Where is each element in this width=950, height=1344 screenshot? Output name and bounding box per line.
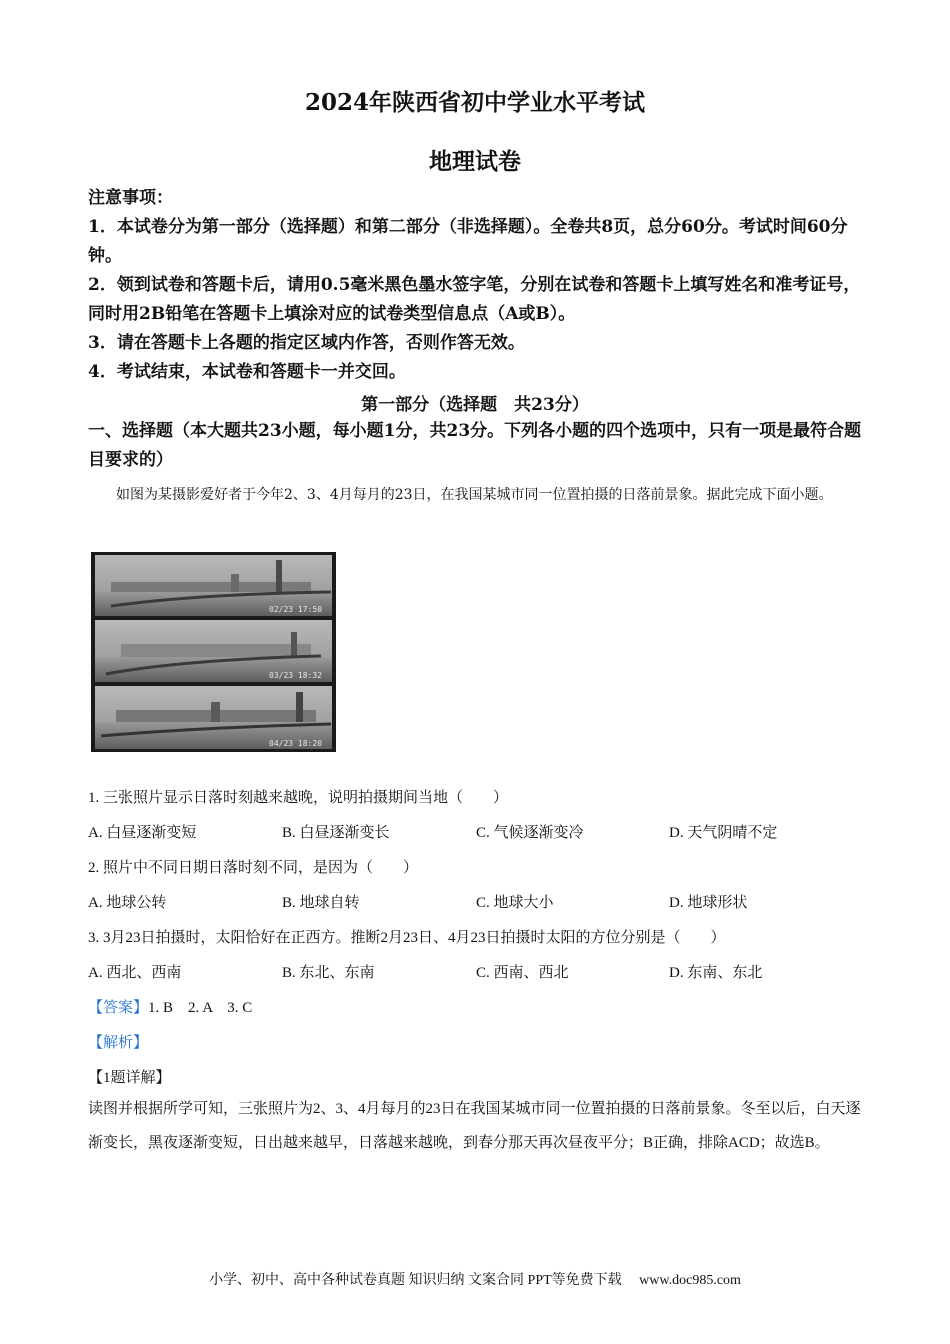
notice-item-3: 3．请在答题卡上各题的指定区域内作答，否则作答无效。 (88, 333, 525, 353)
part-title: 第一部分（选择题 共23分） (361, 395, 589, 415)
analysis-tag: 【解析】 (88, 1035, 149, 1051)
sunset-photo-strip (91, 552, 336, 752)
exam-subtitle: 地理试卷 (429, 148, 521, 175)
q1-option-d[interactable]: D. 天气阴晴不定 (669, 825, 778, 841)
question-1-stem: 1. 三张照片显示日落时刻越来越晚，说明拍摄期间当地（ ） (88, 790, 509, 806)
q2-option-c[interactable]: C. 地球大小 (476, 895, 554, 911)
answer-tag: 【答案】 (88, 1000, 149, 1016)
answer-text: 1. B 2. A 3. C (148, 1000, 253, 1016)
photo-panel-2 (95, 620, 332, 682)
photo-panel-1 (95, 555, 332, 616)
q2-option-a[interactable]: A. 地球公转 (88, 895, 167, 911)
photo-2-label: 03/23 18:32 (269, 671, 323, 680)
detail-heading: 【1题详解】 (88, 1070, 171, 1086)
intro-text (88, 478, 874, 513)
photo-panel-3 (95, 686, 332, 749)
section-heading: 一、选择题（本大题共23小题，每小题1分，共23分。下列各小题的四个选项中，只有一项是最符合题目要求的） (88, 421, 862, 470)
q1-option-c[interactable]: C. 气候逐渐变冷 (476, 825, 584, 841)
analysis-line (88, 1031, 148, 1052)
q2-option-b[interactable]: B. 地球自转 (282, 895, 360, 911)
q2-option-d[interactable]: D. 地球形状 (669, 895, 748, 911)
question-2-stem: 2. 照片中不同日期日落时刻不同，是因为（ ） (88, 860, 419, 876)
q3-option-a[interactable]: A. 西北、西南 (88, 965, 182, 981)
detail-text: 读图并根据所学可知，三张照片为2、3、4月每月的23日在我国某城市同一位置拍摄的日落前景象。冬至以后，白天逐渐变长，黑夜逐渐变短，日出越来越早，日落越来越晚，到春分那天再次昼夜平分；B正确，排除ACD；故选B。 (88, 1101, 861, 1151)
notice-item-4: 4．考试结束，本试卷和答题卡一并交回。 (88, 362, 406, 382)
answer-line (88, 996, 252, 1017)
exam-title: 2024年陕西省初中学业水平考试 (304, 89, 645, 116)
q3-option-c[interactable]: C. 西南、西北 (476, 965, 569, 981)
footer-text: 小学、初中、高中各种试卷真题 知识归纳 文案合同 PPT等免费下载 www.doc985.com (209, 1273, 741, 1288)
photo-3-label: 04/23 18:20 (269, 739, 323, 748)
photo-1-label: 02/23 17:50 (269, 605, 323, 614)
notice-item-2: 2．领到试卷和答题卡后，请用0.5毫米黑色墨水签字笔，分别在试卷和答题卡上填写姓名和准考证号，同时用2B铅笔在答题卡上填涂对应的试卷类型信息点（A或B）。 (88, 275, 861, 324)
notice-item-1: 1．本试卷分为第一部分（选择题）和第二部分（非选择题）。全卷共8页，总分60分。考试时间60分钟。 (88, 217, 848, 266)
notice-heading: 注意事项： (88, 188, 173, 208)
q1-option-a[interactable]: A. 白昼逐渐变短 (88, 825, 197, 841)
question-3-stem: 3. 3月23日拍摄时，太阳恰好在正西方。推断2月23日、4月23日拍摄时太阳的方位分别是（ ） (88, 930, 726, 946)
q3-option-b[interactable]: B. 东北、东南 (282, 965, 375, 981)
intro-text-content: 如图为某摄影爱好者于今年2、3、4月每月的23日，在我国某城市同一位置拍摄的日落前景象。据此完成下面小题。 (116, 487, 833, 503)
q3-option-d[interactable]: D. 东南、东北 (669, 965, 763, 981)
q1-option-b[interactable]: B. 白昼逐渐变长 (282, 825, 390, 841)
